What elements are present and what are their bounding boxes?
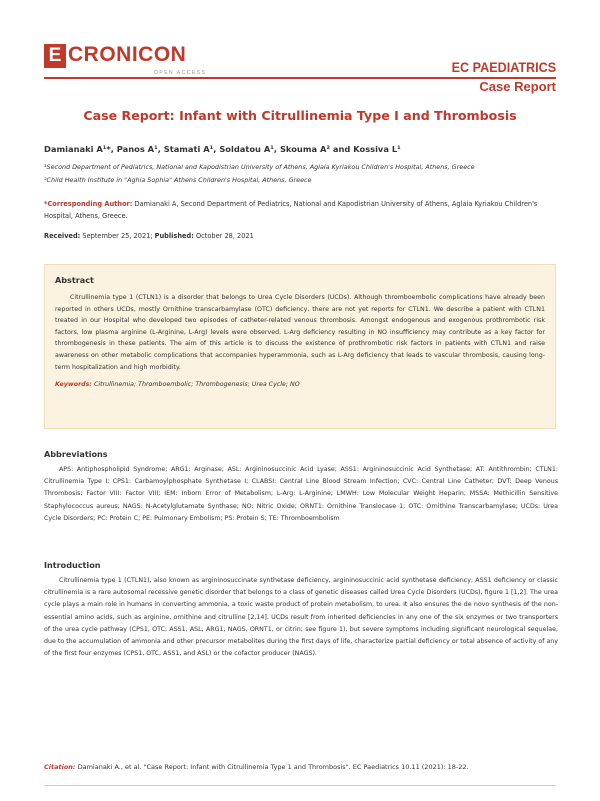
author-list: Damianaki A¹*, Panos A¹, Stamati A¹, Soldatou A¹, Skouma A² and Kossiva L¹ (44, 144, 401, 154)
received-label: Received: (44, 232, 81, 240)
abbreviations-heading: Abbreviations (44, 449, 108, 459)
introduction-heading: Introduction (44, 560, 101, 570)
footer-rule (44, 785, 556, 786)
journal-name: EC PAEDIATRICS (451, 59, 556, 75)
affiliation-2: ²Child Health Institute in "Aghia Sophia" Athens Children's Hospital, Athens, Greece (44, 176, 312, 184)
keywords (55, 381, 545, 388)
introduction-body: Citrullinemia type 1 (CTLN1), also known as argininosuccinate synthetase deficiency, argininosuccinic acid synthetase deficiency, ASS1 deficiency or classic citrullinemia is a rare autosomal recessive genetic disorder that belongs to a class of genetic diseases called Urea Cycle Disorders (UCDs), figure 1 [1,2]. The urea cycle plays a main role in humans in converting ammonia, a toxic waste product of protein metabolism, to urea. It also ensures the de novo synthesis of the non-essential amino acids, such as arginine, ornithine and citrulline [2,14]. UCDs result from inherited deficiencies in any one of the six enzymes or two transporters of the urea cycle pathway (CPS1, OTC, ASS1, ASL, ARG1, NAGS, ORNT1, or citrin; see figure 1), but severe symptoms including significant neurological sequelae, due to the accumulation of ammonia and other precursor metabolites during the first days of life, characterize partial deficiency or total absence of activity of any of the first four enzymes (CPS1, OTC, ASS1, and ASL) or the cofactor producer (NAGS). (44, 577, 558, 658)
corresponding-author (44, 198, 558, 222)
abbreviations-body: APS: Antiphospholipid Syndrome; ARG1: Arginase; ASL: Argininosuccinic Acid Lyase; ASS1: Argininosuccinic Acid Synthetase; AT: Antithrombin; CTLN1: Citrullinemia Type I; CPS1: Carbamoylphosphate Synthetase I; CLABSI: Central Line Blood Stream Infection; CVC: Central Line Catheter; DVT: Deep Venous Thrombosis; Factor VIII: Factor VIII; IEM: Inborn Error of Metabolism; L-Arg: L-Arginine; LMWH: Low Molecular Weight Heparin; MSSA: Methicillin Sensitive Staphylococcus aureus; NAGS: N-Acetylglutamate Synthase; NO: Nitric Oxide; ORNT1: Ornithine Translocase 1; OTC: Ornithine Transcarbamylase; UCDs: Urea Cycle Disorders; PC: Protein C; PE: Pulmonary Embolism; PS: Protein S; TE: Thromboembolism (44, 466, 558, 522)
corresponding-text: Damianaki A, Second Department of Pediatrics, National and Kapodistrian University of Athens, Aglaia Kyriakou Children's Hospital, Athens, Greece. (44, 200, 538, 220)
affiliation-1: ¹Second Department of Pediatrics, National and Kapodistrian University of Athens, Aglaia Kyriakou Children's Hospital, Athens, Greece (44, 163, 475, 171)
article-title: Case Report: Infant with Citrullinemia Type I and Thrombosis (83, 108, 517, 123)
received-date: September 25, 2021; (80, 232, 155, 240)
abstract-box (44, 264, 556, 429)
abstract-body: Citrullinemia type 1 (CTLN1) is a disorder that belongs to Urea Cycle Disorders (UCDs). Although thromboembolic complications have already been reported in others UCDs, mostly Ornithine transcarbamylase (OTC) deficiency, there are not yet reports for CTLN1. We describe a patient with CTLN1 treated in our Hospital who developed two episodes of catheter-related venous thrombosis. Amongst endogenous and exogenous prothrombotic risk factors, low plasma arginine (L-Arginine, L-Arg) levels were observed. L-Arg deficiency resulting in NO insufficiency may contribute as a key factor for thrombogenesis in these patients. The aim of this article is to discuss the existence of prothrombotic risk factors in patients with CTLN1 and raise awareness on other metabolic complications that accompanies hyperammonia, such as L-Arg deficiency that leads to vascular thrombosis, causing long-term hospitalization and high morbidity. (55, 294, 545, 371)
article-type: Case Report (479, 79, 556, 94)
logo-mark: E (44, 44, 66, 68)
corresponding-label: *Corresponding Author: (44, 200, 133, 208)
citation (44, 763, 558, 771)
keywords-text: Citrullinemia; Thromboembolic; Thrombogenesis; Urea Cycle; NO (91, 381, 300, 389)
publication-dates (44, 232, 254, 240)
ecronicon-logo (44, 43, 208, 76)
abstract-heading: Abstract (55, 275, 94, 285)
logo-tagline: OPEN ACCESS (154, 70, 207, 76)
keywords-label: Keywords: (55, 381, 92, 389)
citation-label: Citation: (44, 763, 76, 771)
citation-text: Damianaki A., et al. "Case Report: Infant with Citrullinemia Type 1 and Thrombosis". EC Paediatrics 10.11 (2021): 18-22. (75, 763, 469, 771)
published-label: Published: (154, 232, 194, 240)
logo-wordmark: CRONICON (68, 43, 187, 66)
published-date: October 28, 2021 (193, 232, 254, 240)
